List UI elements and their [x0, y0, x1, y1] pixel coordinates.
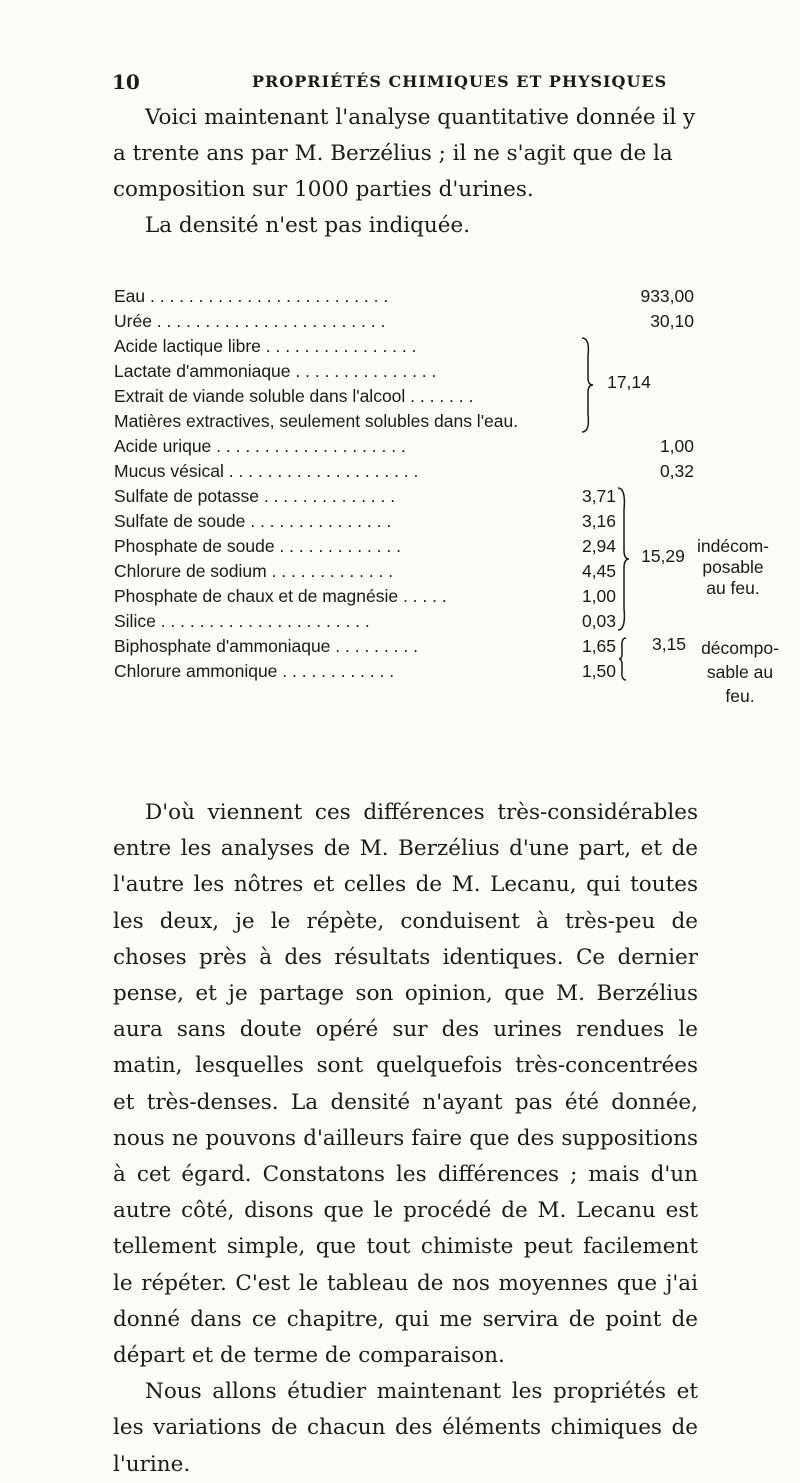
- row-label: Phosphate de chaux et de magnésie: [114, 586, 399, 606]
- table-row: Phosphate de soude . . . . . . . . . . . . . 2,94: [114, 536, 616, 556]
- row-label: Silice: [114, 611, 156, 631]
- row-label: Sulfate de soude: [114, 511, 246, 531]
- analysis-table: [114, 284, 779, 754]
- group-note: [689, 536, 777, 599]
- row-label: Acide urique: [114, 436, 212, 456]
- row-value: 1,00: [581, 586, 616, 606]
- intro-text: [113, 100, 698, 244]
- row-label: Biphosphate d'ammoniaque: [114, 636, 331, 656]
- row-label: Mucus vésical: [114, 461, 224, 481]
- note-line: posable: [702, 557, 764, 577]
- right-brace: [580, 336, 594, 434]
- table-row: Chlorure de sodium . . . . . . . . . . . . . 4,45: [114, 561, 616, 581]
- table-row: Biphosphate d'ammoniaque . . . . . . . . . 1,65: [114, 636, 616, 656]
- table-row: Phosphate de chaux et de magnésie . . . . . 1,00: [114, 586, 616, 606]
- row-label: Phosphate de soude: [114, 536, 275, 556]
- group-value: 15,29: [641, 546, 685, 566]
- table-row: Extrait de viande soluble dans l'alcool . . . . . . .: [114, 386, 474, 406]
- row-value: 4,45: [581, 561, 616, 581]
- row-label: Chlorure de sodium: [114, 561, 267, 581]
- running-head: [112, 70, 672, 100]
- table-row: Acide lactique libre . . . . . . . . . . . . . . . .: [114, 336, 417, 356]
- table-row: Lactate d'ammoniaque . . . . . . . . . . . . . . .: [114, 361, 437, 381]
- row-label: Sulfate de potasse: [114, 486, 259, 506]
- page-number: 10: [112, 70, 140, 94]
- body-paragraph: Nous allons étudier maintenant les propriétés et les variations de chacun des éléments chimiques de l'urine.: [113, 1379, 698, 1477]
- intro-paragraph: Voici maintenant l'analyse quantitative donnée il y a trente ans par M. Berzélius ; il ne s'agit que de la composition sur 1000 parties d'urines.: [113, 105, 696, 202]
- row-value: 1,65: [581, 636, 616, 656]
- row-label: Lactate d'ammoniaque: [114, 361, 291, 381]
- note-line: décompo-: [701, 638, 779, 658]
- row-value: 0,03: [581, 611, 616, 631]
- row-label: Extrait de viande soluble dans l'alcool: [114, 386, 406, 406]
- row-label: Acide lactique libre: [114, 336, 261, 356]
- note-line: au feu.: [706, 578, 760, 598]
- row-value: 2,94: [581, 536, 616, 556]
- body-paragraph: D'où viennent ces différences très-considérables entre les analyses de M. Berzélius d'une part, et de l'autre les nôtres et celles de M. Lecanu, qui toutes les deux, je le répète, conduisent à très-peu de choses près à des résultats identiques. Ce dernier pense, et je partage son opinion, que M. Berzélius aura sans doute opéré sur des urines rendues le matin, lesquelles sont quelquefois très-concentrées et très-denses. La densité n'ayant pas été donnée, nous ne pouvons d'ailleurs faire que des suppositions à cet égard. Constatons les différences ; mais d'un autre côté, disons que le procédé de M. Lecanu est tellement simple, que tout chimiste peut facilement le répéter. C'est le tableau de nos moyennes que j'ai donné dans ce chapitre, qui me servira de point de départ et de terme de comparaison.: [113, 800, 698, 1369]
- right-brace: [616, 486, 630, 632]
- table-row: Chlorure ammonique . . . . . . . . . . . . 1,50: [114, 661, 616, 681]
- row-value: 0,32: [659, 461, 694, 481]
- table-row: Sulfate de soude . . . . . . . . . . . . . . . 3,16: [114, 511, 616, 531]
- note-line: indécom-: [697, 536, 769, 556]
- row-label: Eau: [114, 286, 146, 306]
- table-row: Sulfate de potasse . . . . . . . . . . . . . . 3,71: [114, 486, 616, 506]
- body-text: [113, 795, 698, 1483]
- row-value: 30,10: [650, 311, 694, 331]
- density-note: La densité n'est pas indiquée.: [145, 213, 471, 238]
- group-note: [690, 636, 790, 708]
- table-row: [114, 409, 518, 433]
- group-value: 3,15: [651, 634, 687, 654]
- row-value: 3,71: [581, 486, 616, 506]
- table-row: Eau . . . . . . . . . . . . . . . . . . . . . . . . . 933,00: [114, 286, 694, 306]
- row-value: 1,00: [659, 436, 694, 456]
- row-value: 933,00: [640, 286, 694, 306]
- table-row: Urée . . . . . . . . . . . . . . . . . . . . . . . . 30,10: [114, 311, 694, 331]
- table-row: Mucus vésical . . . . . . . . . . . . . . . . . . . . 0,32: [114, 461, 694, 481]
- left-brace: [618, 636, 628, 682]
- note-line: sable au feu.: [706, 662, 774, 706]
- table-row: Silice . . . . . . . . . . . . . . . . . . . . . . 0,03: [114, 611, 616, 631]
- row-label: Urée: [114, 311, 152, 331]
- row-label: Matières extractives, seulement solubles dans l'eau.: [114, 411, 519, 431]
- table-row: Acide urique . . . . . . . . . . . . . . . . . . . . 1,00: [114, 436, 694, 456]
- running-title: PROPRIÉTÉS CHIMIQUES ET PHYSIQUES: [252, 72, 668, 91]
- row-value: 3,16: [581, 511, 616, 531]
- row-label: Chlorure ammonique: [114, 661, 278, 681]
- row-value: 1,50: [581, 661, 616, 681]
- group-value: 17,14: [607, 372, 651, 392]
